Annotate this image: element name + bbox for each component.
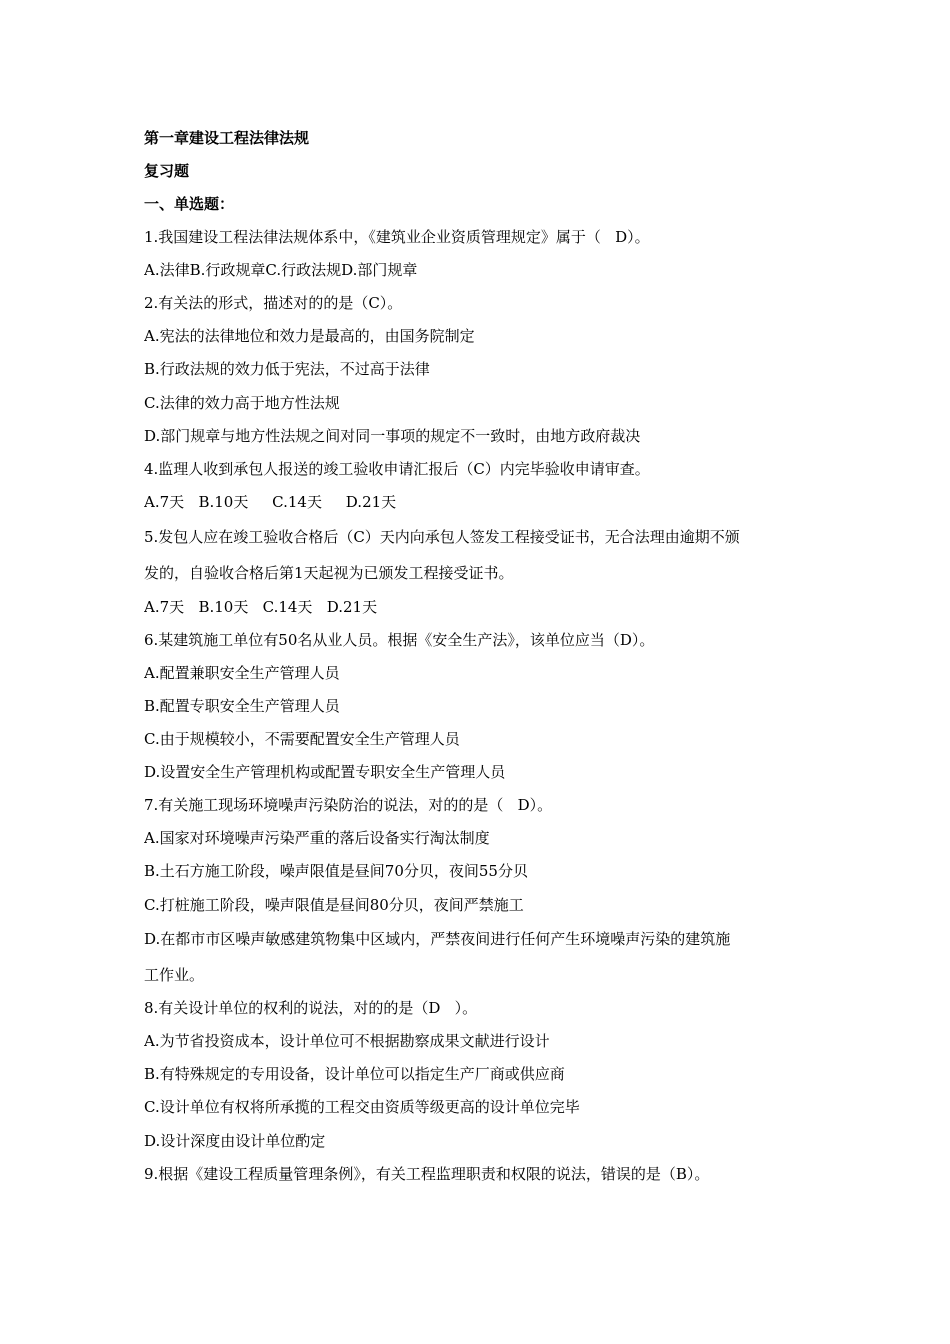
question-7-option-d-line-1: D.在都市市区噪声敏感建筑物集中区域内，严禁夜间进行任何产生环境噪声污染的建筑施 xyxy=(144,930,731,948)
chapter-title: 第一章建设工程法律法规 xyxy=(144,129,310,147)
question-5-line-1: 5.发包人应在竣工验收合格后（C）天内向承包人签发工程接受证书，无合法理由逾期不颁 xyxy=(144,528,740,546)
question-1-options: A.法律B.行政规章C.行政法规D.部门规章 xyxy=(144,261,418,279)
question-2-option-b: B.行政法规的效力低于宪法，不过高于法律 xyxy=(144,360,430,378)
question-9: 9.根据《建设工程质量管理条例》，有关工程监理职责和权限的说法，错误的是（B）。 xyxy=(144,1165,710,1183)
question-7-option-a: A.国家对环境噪声污染严重的落后设备实行淘汰制度 xyxy=(144,829,490,847)
question-2-option-c: C.法律的效力高于地方性法规 xyxy=(144,394,340,412)
question-1: 1.我国建设工程法律法规体系中，《建筑业企业资质管理规定》属于（ D）。 xyxy=(144,228,650,246)
question-7: 7.有关施工现场环境噪声污染防治的说法，对的的是（ D）。 xyxy=(144,796,553,814)
question-7-option-c: C.打桩施工阶段，噪声限值是昼间80分贝，夜间严禁施工 xyxy=(144,896,524,914)
question-2-option-d: D.部门规章与地方性法规之间对同一事项的规定不一致时，由地方政府裁决 xyxy=(144,427,641,445)
question-8-option-c: C.设计单位有权将所承揽的工程交由资质等级更高的设计单位完毕 xyxy=(144,1098,580,1116)
question-5-options: A.7天 B.10天 C.14天 D.21天 xyxy=(144,598,378,616)
question-2-option-a: A.宪法的法律地位和效力是最高的，由国务院制定 xyxy=(144,327,475,345)
question-7-option-b: B.土石方施工阶段，噪声限值是昼间70分贝，夜间55分贝 xyxy=(144,862,528,880)
question-6-option-c: C.由于规模较小，不需要配置安全生产管理人员 xyxy=(144,730,460,748)
question-2: 2.有关法的形式，描述对的的是（C）。 xyxy=(144,294,403,312)
question-6-option-b: B.配置专职安全生产管理人员 xyxy=(144,697,340,715)
question-4: 4.监理人收到承包人报送的竣工验收申请汇报后（C）内完毕验收申请审查。 xyxy=(144,460,650,478)
question-8: 8.有关设计单位的权利的说法，对的的是（D ）。 xyxy=(144,999,478,1017)
question-8-option-b: B.有特殊规定的专用设备，设计单位可以指定生产厂商或供应商 xyxy=(144,1065,565,1083)
question-8-option-a: A.为节省投资成本，设计单位可不根据勘察成果文献进行设计 xyxy=(144,1032,550,1050)
question-4-options: A.7天 B.10天 C.14天 D.21天 xyxy=(144,493,397,511)
question-6-option-d: D.设置安全生产管理机构或配置专职安全生产管理人员 xyxy=(144,763,506,781)
question-8-option-d: D.设计深度由设计单位酌定 xyxy=(144,1132,326,1150)
question-5-line-2: 发的，自验收合格后第1天起视为已颁发工程接受证书。 xyxy=(144,564,514,582)
part-title: 一、单选题： xyxy=(144,195,235,213)
question-6: 6.某建筑施工单位有50名从业人员。根据《安全生产法》，该单位应当（D）。 xyxy=(144,631,655,649)
question-7-option-d-line-2: 工作业。 xyxy=(144,966,205,984)
question-6-option-a: A.配置兼职安全生产管理人员 xyxy=(144,664,340,682)
section-title: 复习题 xyxy=(144,162,190,180)
